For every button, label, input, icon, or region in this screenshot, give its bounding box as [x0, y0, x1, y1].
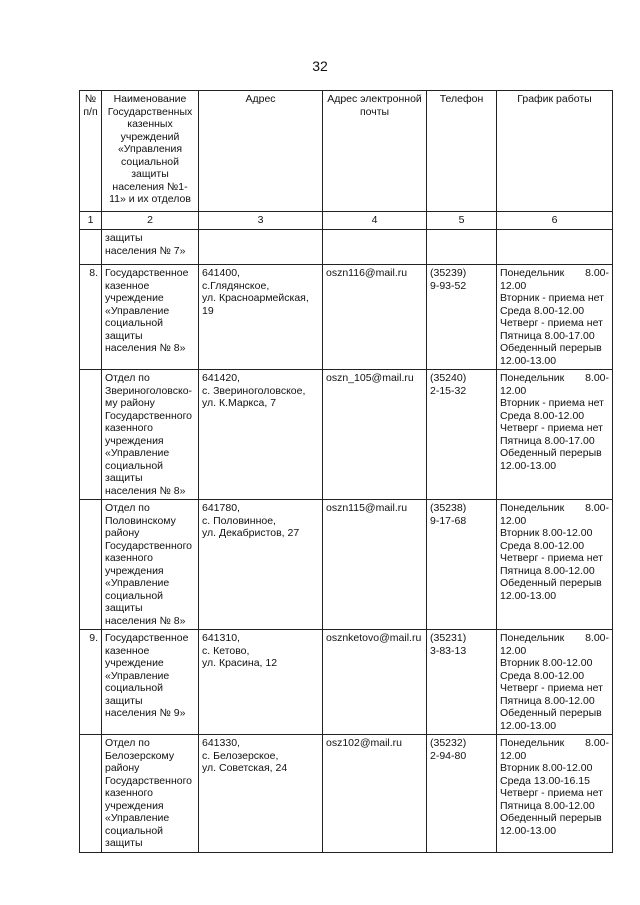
- cell-text: учреждения: [105, 799, 164, 812]
- cell-text: (35240): [430, 372, 467, 384]
- cell-schedule: [497, 500, 613, 630]
- header-address: Адрес: [199, 91, 323, 212]
- cell-text: казенного: [105, 422, 153, 434]
- schedule-text: 8.00-: [585, 267, 609, 279]
- cell-text: учреждение: [105, 657, 164, 669]
- cell-text: учреждения: [105, 564, 164, 577]
- cell-text: Отдел по: [105, 737, 150, 749]
- cell-address: [199, 265, 323, 370]
- cell-text: Белозерскому: [105, 749, 175, 762]
- column-number: 6: [497, 212, 613, 230]
- column-number-row: [80, 212, 613, 230]
- cell-text: 2-15-32: [430, 384, 467, 397]
- cell-name: [102, 230, 199, 265]
- cell-text: социальной: [105, 682, 164, 694]
- cell-text: казенного: [105, 552, 153, 564]
- table-row: [80, 265, 613, 370]
- schedule-text: Вторник - приема нет: [500, 292, 604, 304]
- column-number: 5: [427, 212, 497, 230]
- schedule-text: 12.00-13.00: [500, 459, 557, 472]
- schedule-text: Обеденный перерыв: [500, 342, 602, 354]
- schedule-text: Обеденный перерыв: [500, 577, 602, 589]
- schedule-text: 8.00-: [585, 372, 609, 384]
- cell-text: 9-17-68: [430, 514, 467, 527]
- cell-email: oszn_105@mail.ru: [323, 370, 427, 500]
- schedule-text: 12.00: [500, 749, 527, 762]
- schedule-line: [500, 447, 609, 460]
- column-number: 1: [80, 212, 102, 230]
- column-number: 3: [199, 212, 323, 230]
- cell-text: 9-93-52: [430, 279, 467, 292]
- schedule-text: 12.00-13.00: [500, 354, 557, 367]
- schedule-text: Среда 8.00-12.00: [500, 304, 585, 317]
- cell-text: социальной: [105, 824, 164, 837]
- schedule-text: 12.00: [500, 384, 527, 397]
- cell-text: ул. Декабристов, 27: [202, 527, 300, 539]
- cell-text: казенное: [105, 644, 150, 657]
- cell-text: учреждения: [105, 434, 164, 447]
- schedule-text: 8.00-: [585, 737, 609, 749]
- cell-text: 641420,: [202, 372, 240, 384]
- schedule-text: Четверг - приема нет: [500, 682, 603, 694]
- cell-name: [102, 500, 199, 630]
- cell-number: 8.: [80, 265, 102, 370]
- cell-text: Отдел по: [105, 502, 150, 514]
- column-number: 2: [102, 212, 199, 230]
- cell-text: Государственное: [105, 267, 189, 279]
- schedule-text: 12.00-13.00: [500, 719, 557, 732]
- cell-text: с. Кетово,: [202, 644, 250, 657]
- cell-text: с.Глядянское,: [202, 279, 270, 292]
- schedule-text: Вторник 8.00-12.00: [500, 657, 593, 669]
- schedule-line: [500, 372, 609, 385]
- schedule-line: [500, 267, 609, 280]
- schedule-text: Вторник - приема нет: [500, 397, 604, 409]
- header-schedule: График работы: [497, 91, 613, 212]
- cell-text: Государственного: [105, 539, 193, 552]
- table-row: [80, 370, 613, 500]
- cell-text: защиты: [105, 329, 143, 342]
- cell-text: Государственного: [105, 774, 193, 787]
- cell-text: защиты: [105, 602, 143, 614]
- cell-text: с. Половинное,: [202, 514, 276, 527]
- schedule-line: [500, 502, 609, 515]
- schedule-text: Четверг - приема нет: [500, 787, 603, 799]
- header-text: 11» и их отделов: [109, 193, 191, 205]
- cell-text: защиты: [105, 694, 143, 707]
- cell-phone: [427, 265, 497, 370]
- header-text: социальной: [120, 155, 180, 168]
- schedule-text: Среда 8.00-12.00: [500, 669, 585, 682]
- cell-text: Половинскому: [105, 514, 176, 527]
- cell-text: населения № 8»: [105, 342, 186, 354]
- cell-schedule: [497, 265, 613, 370]
- cell-text: населения № 7»: [105, 244, 186, 257]
- cell-text: населения № 8»: [105, 484, 186, 497]
- schedule-text: 12.00-13.00: [500, 589, 557, 602]
- schedule-text: Понедельник: [500, 267, 565, 279]
- cell-address: [199, 370, 323, 500]
- cell-phone: [427, 630, 497, 735]
- cell-text: с. Белозерское,: [202, 749, 279, 762]
- schedule-line: [500, 737, 609, 750]
- cell-text: ул. Красина, 12: [202, 657, 278, 669]
- header-text: учреждений: [120, 130, 180, 143]
- header-row: [80, 91, 613, 212]
- schedule-text: Среда 8.00-12.00: [500, 409, 585, 422]
- schedule-text: 12.00: [500, 514, 527, 527]
- institutions-table: [79, 90, 613, 853]
- cell-text: ул. К.Маркса, 7: [202, 397, 277, 409]
- cell-number: [80, 735, 102, 853]
- header-number: [80, 91, 102, 212]
- cell-name: [102, 735, 199, 853]
- header-text: п/п: [83, 105, 98, 118]
- cell-text: Государственное: [105, 632, 189, 644]
- schedule-text: 12.00: [500, 279, 527, 292]
- cell-text: 19: [202, 304, 214, 317]
- cell-text: «Управление: [105, 447, 170, 459]
- cell-text: (35232): [430, 737, 467, 749]
- header-name: [102, 91, 199, 212]
- schedule-line: [500, 577, 609, 590]
- cell-address: [199, 735, 323, 853]
- cell-text: «Управление: [105, 812, 170, 824]
- header-text: казенных: [127, 118, 173, 130]
- cell-number: 9.: [80, 630, 102, 735]
- cell-text: социальной: [105, 317, 164, 329]
- cell-name: [102, 370, 199, 500]
- cell-name: [102, 630, 199, 735]
- header-text: Адрес электронной: [327, 93, 422, 105]
- schedule-text: Вторник 8.00-12.00: [500, 762, 593, 774]
- schedule-text: Пятница 8.00-12.00: [500, 799, 595, 812]
- schedule-line: [500, 812, 609, 825]
- cell-text: населения № 8»: [105, 614, 186, 627]
- cell-email: osz102@mail.ru: [323, 735, 427, 853]
- header-phone: Телефон: [427, 91, 497, 212]
- schedule-text: 12.00: [500, 644, 527, 657]
- cell-text: защиты: [105, 472, 143, 484]
- header-text: Наименование: [113, 93, 187, 105]
- cell-text: району: [105, 762, 140, 774]
- cell-text: му району: [105, 397, 155, 409]
- header-text: населения №1-: [112, 180, 188, 193]
- cell-text: 641330,: [202, 737, 240, 749]
- cell-text: социальной: [105, 589, 164, 602]
- schedule-line: [500, 707, 609, 720]
- cell-text: Отдел по: [105, 372, 150, 384]
- schedule-line: [500, 342, 609, 355]
- schedule-text: 12.00-13.00: [500, 824, 557, 837]
- column-number: 4: [323, 212, 427, 230]
- schedule-text: Вторник 8.00-12.00: [500, 527, 593, 539]
- cell-text: району: [105, 527, 140, 539]
- cell-text: «Управление: [105, 577, 170, 589]
- schedule-text: Понедельник: [500, 737, 565, 749]
- cell-text: «Управление: [105, 669, 170, 682]
- cell-text: 641400,: [202, 267, 240, 279]
- cell-address: [199, 230, 323, 265]
- cell-phone: [427, 500, 497, 630]
- cell-text: 2-94-80: [430, 749, 467, 762]
- cell-email: [323, 230, 427, 265]
- cell-name: [102, 265, 199, 370]
- cell-text: защиты: [105, 837, 143, 849]
- header-text: защиты: [131, 168, 169, 180]
- cell-text: 641310,: [202, 632, 240, 644]
- cell-phone: [427, 735, 497, 853]
- schedule-text: 8.00-: [585, 502, 609, 514]
- page-number: 32: [312, 58, 328, 74]
- schedule-text: Четверг - приема нет: [500, 422, 603, 434]
- cell-email: osznketovo@mail.ru: [323, 630, 427, 735]
- schedule-text: Понедельник: [500, 502, 565, 514]
- cell-text: (35238): [430, 502, 467, 514]
- header-text: Государственных: [107, 105, 193, 118]
- schedule-text: Понедельник: [500, 372, 565, 384]
- cell-text: ул. Красноармейская,: [202, 292, 309, 304]
- continuation-row: [80, 230, 613, 265]
- cell-text: социальной: [105, 459, 164, 472]
- schedule-text: Четверг - приема нет: [500, 552, 603, 564]
- cell-text: (35231): [430, 632, 467, 644]
- schedule-text: Пятница 8.00-12.00: [500, 694, 595, 707]
- cell-schedule: [497, 230, 613, 265]
- cell-text: Звериноголовско-: [105, 384, 193, 397]
- cell-text: населения № 9»: [105, 707, 186, 719]
- cell-text: ул. Советская, 24: [202, 762, 288, 774]
- schedule-text: Обеденный перерыв: [500, 707, 602, 719]
- table-row: [80, 630, 613, 735]
- header-text: «Управления: [117, 143, 183, 155]
- cell-text: Государственного: [105, 409, 193, 422]
- schedule-text: Пятница 8.00-17.00: [500, 434, 595, 447]
- header-text: №: [84, 93, 97, 105]
- cell-text: «Управление: [105, 304, 170, 317]
- cell-phone: [427, 230, 497, 265]
- cell-schedule: [497, 735, 613, 853]
- cell-phone: [427, 370, 497, 500]
- cell-schedule: [497, 370, 613, 500]
- cell-schedule: [497, 630, 613, 735]
- schedule-text: Среда 8.00-12.00: [500, 539, 585, 552]
- header-email: [323, 91, 427, 212]
- cell-text: защиты: [105, 232, 143, 244]
- schedule-text: Четверг - приема нет: [500, 317, 603, 329]
- schedule-text: Среда 13.00-16.15: [500, 774, 590, 787]
- schedule-line: [500, 632, 609, 645]
- cell-text: казенного: [105, 787, 153, 799]
- header-text: почты: [359, 105, 390, 118]
- cell-email: oszn116@mail.ru: [323, 265, 427, 370]
- schedule-text: 8.00-: [585, 632, 609, 644]
- schedule-text: Понедельник: [500, 632, 565, 644]
- cell-text: с. Звериноголовское,: [202, 384, 306, 397]
- cell-text: (35239): [430, 267, 467, 279]
- cell-address: [199, 500, 323, 630]
- cell-text: казенное: [105, 279, 150, 292]
- cell-text: 641780,: [202, 502, 240, 514]
- cell-address: [199, 630, 323, 735]
- cell-number: [80, 370, 102, 500]
- cell-text: учреждение: [105, 292, 164, 304]
- cell-number: [80, 230, 102, 265]
- table-row: [80, 500, 613, 630]
- cell-text: 3-83-13: [430, 644, 467, 657]
- cell-email: oszn115@mail.ru: [323, 500, 427, 630]
- schedule-text: Пятница 8.00-12.00: [500, 564, 595, 577]
- schedule-text: Пятница 8.00-17.00: [500, 329, 595, 342]
- cell-number: [80, 500, 102, 630]
- table-row: [80, 735, 613, 853]
- schedule-text: Обеденный перерыв: [500, 812, 602, 824]
- schedule-text: Обеденный перерыв: [500, 447, 602, 459]
